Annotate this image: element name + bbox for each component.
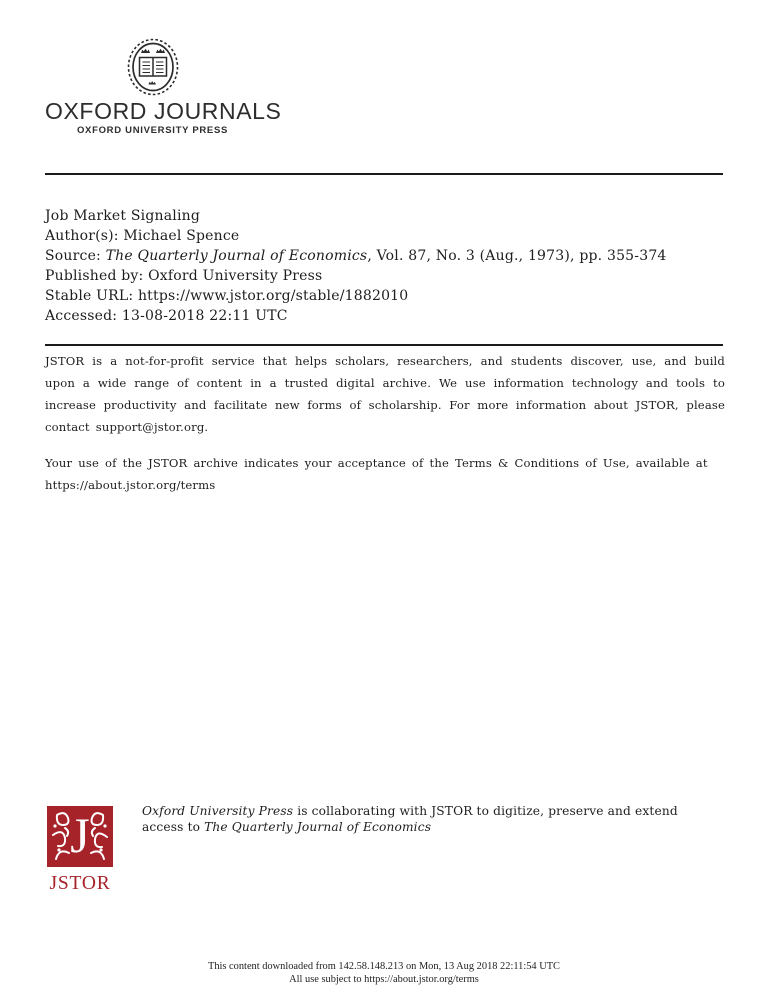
published-label: Published by: — [45, 268, 149, 284]
collaboration-statement — [142, 804, 682, 835]
article-title: Job Market Signaling — [45, 208, 200, 224]
published-line — [45, 266, 667, 286]
oxford-university-press-subtitle: OXFORD UNIVERSITY PRESS — [76, 125, 229, 136]
accessed-value: 13-08-2018 22:11 UTC — [121, 308, 288, 324]
disclaimer-paragraph-2 — [45, 452, 725, 496]
publisher-logo-block — [45, 38, 282, 136]
source-journal: The Quarterly Journal of Economics — [105, 248, 368, 264]
disclaimer-paragraph-1: JSTOR is a not-for-profit service that helps scholars, researchers, and students discover, use, and build upon a wide range of content in a trusted digital archive. We use information technology and tools to increase productivity and facilitate new forms of scholarship. For more information about JSTOR, please contact support@jstor.org. — [45, 354, 725, 434]
jstor-wordmark: JSTOR — [49, 873, 111, 894]
jstor-disclaimer — [45, 350, 725, 496]
accessed-label: Accessed: — [45, 308, 122, 324]
collab-journal: The Quarterly Journal of Economics — [204, 819, 432, 834]
author-line — [45, 226, 667, 246]
author-value: Michael Spence — [123, 228, 240, 244]
svg-text:J: J — [70, 807, 90, 863]
stable-url-link[interactable]: https://www.jstor.org/stable/1882010 — [137, 288, 409, 304]
oxford-crest-icon — [127, 38, 179, 96]
divider-citation-bottom — [45, 344, 723, 346]
jstor-logo-icon — [47, 806, 113, 867]
oxford-journals-wordmark: OXFORD JOURNALS — [45, 98, 282, 124]
footer-download-line: This content downloaded from 142.58.148.213 on Mon, 13 Aug 2018 22:11:54 UTC — [207, 961, 560, 972]
divider-top — [45, 173, 723, 175]
terms-url-link[interactable]: https://about.jstor.org/terms — [45, 478, 216, 492]
jstor-logo-block — [47, 806, 113, 894]
published-value: Oxford University Press — [148, 268, 323, 284]
stable-url-line — [45, 286, 667, 306]
source-label: Source: — [45, 248, 106, 264]
author-label: Author(s): — [45, 228, 124, 244]
download-footer — [0, 961, 768, 986]
source-line — [45, 246, 667, 266]
terms-acceptance-text: Your use of the JSTOR archive indicates your acceptance of the Terms & Conditions of Use, available at — [45, 456, 708, 470]
citation-block — [45, 206, 667, 326]
source-detail: , Vol. 87, No. 3 (Aug., 1973), pp. 355-374 — [367, 248, 667, 264]
collab-publisher: Oxford University Press — [142, 804, 294, 818]
collab-middle: is collaborating with JSTOR to digitize, preserve and extend access to — [142, 804, 678, 834]
accessed-line — [45, 306, 667, 326]
footer-terms-line: All use subject to https://about.jstor.org/terms — [289, 973, 479, 985]
stable-url-label: Stable URL: — [45, 288, 138, 304]
